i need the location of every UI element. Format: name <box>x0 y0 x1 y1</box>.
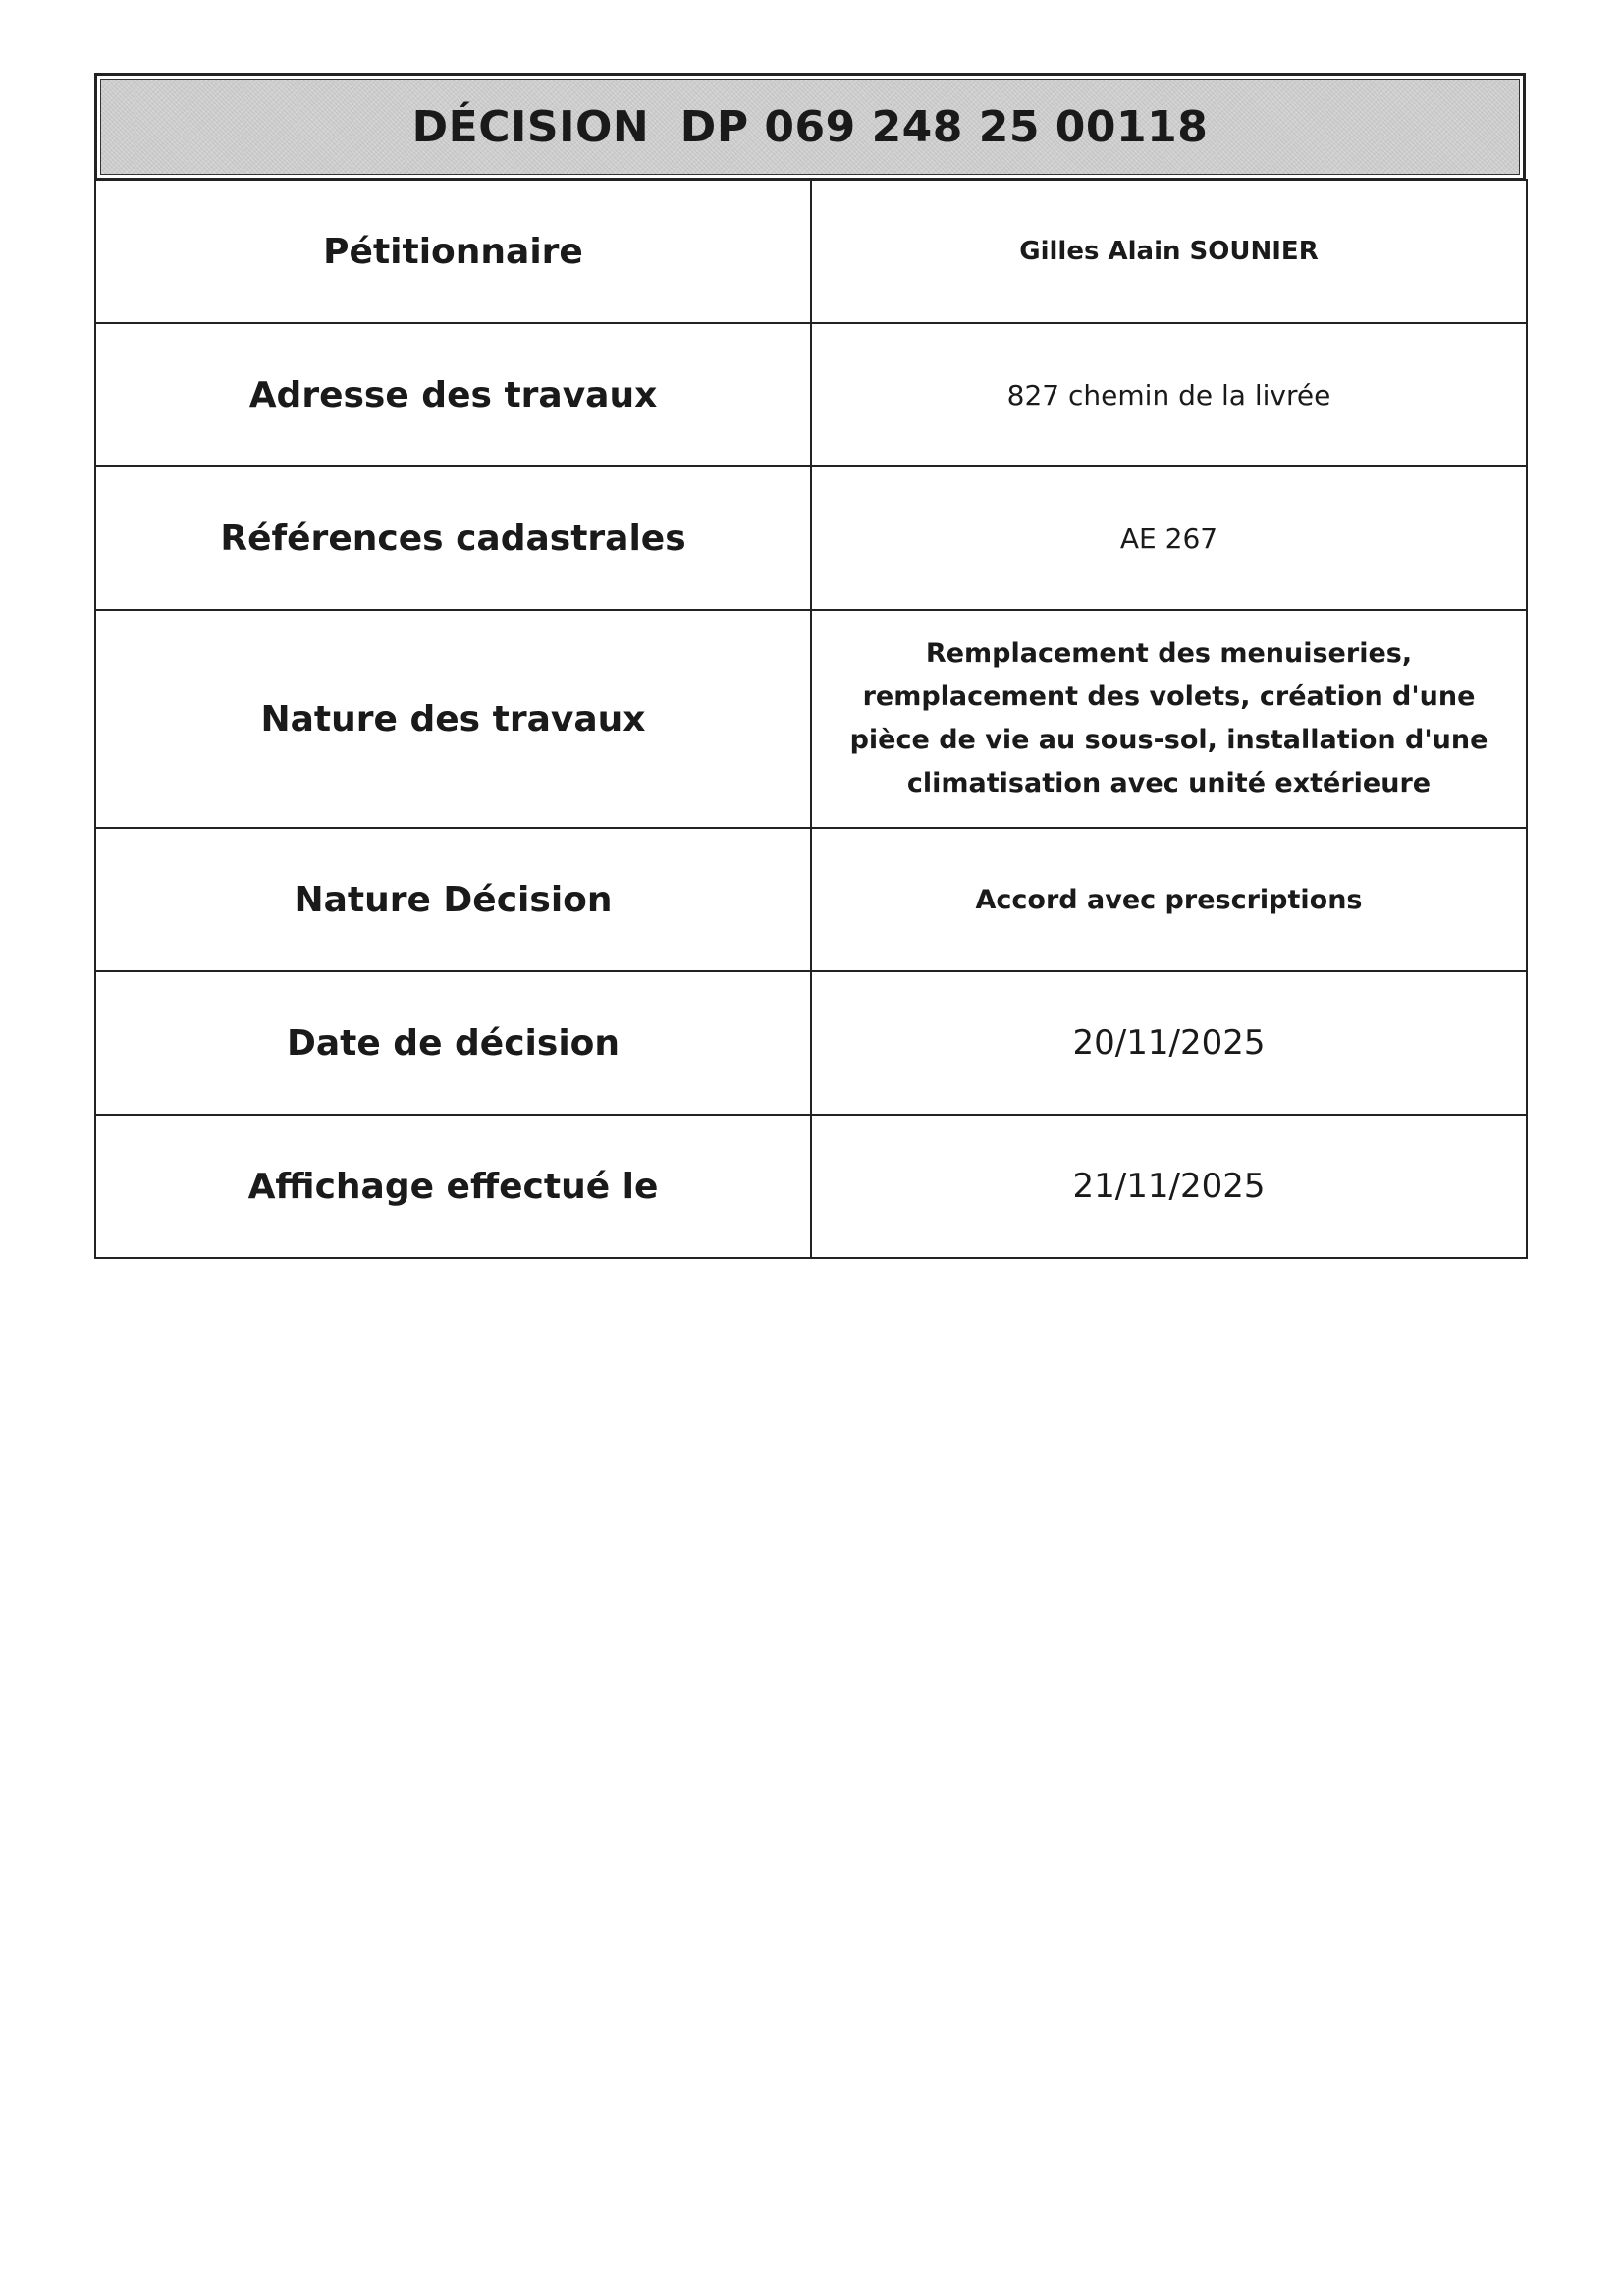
row-label: Date de décision <box>95 971 811 1115</box>
row-label: Adresse des travaux <box>95 323 811 466</box>
row-value: AE 267 <box>811 466 1527 610</box>
title-box <box>94 73 1526 181</box>
document-title: DÉCISION DP 069 248 25 00118 <box>411 101 1209 152</box>
row-value: Gilles Alain SOUNIER <box>811 180 1527 323</box>
table-row-nature-decision <box>95 828 1527 971</box>
row-value: 20/11/2025 <box>811 971 1527 1115</box>
table-row-petitionnaire <box>95 180 1527 323</box>
table-row-affichage <box>95 1115 1527 1258</box>
row-label: Nature des travaux <box>95 610 811 828</box>
row-value: 21/11/2025 <box>811 1115 1527 1258</box>
row-value: Remplacement des menuiseries, remplacement des volets, création d'une pièce de vie au sous-sol, installation d'une climatisation avec unité extérieure <box>811 610 1527 828</box>
table-row-nature-travaux <box>95 610 1527 828</box>
decision-info-table <box>94 179 1528 1259</box>
row-label: Affichage effectué le <box>95 1115 811 1258</box>
title-banner <box>100 79 1520 175</box>
decision-sheet <box>94 73 1526 1259</box>
row-label: Nature Décision <box>95 828 811 971</box>
row-label: Pétitionnaire <box>95 180 811 323</box>
table-row-references <box>95 466 1527 610</box>
row-label: Références cadastrales <box>95 466 811 610</box>
table-row-date-decision <box>95 971 1527 1115</box>
row-value: Accord avec prescriptions <box>811 828 1527 971</box>
table-row-adresse <box>95 323 1527 466</box>
row-value: 827 chemin de la livrée <box>811 323 1527 466</box>
